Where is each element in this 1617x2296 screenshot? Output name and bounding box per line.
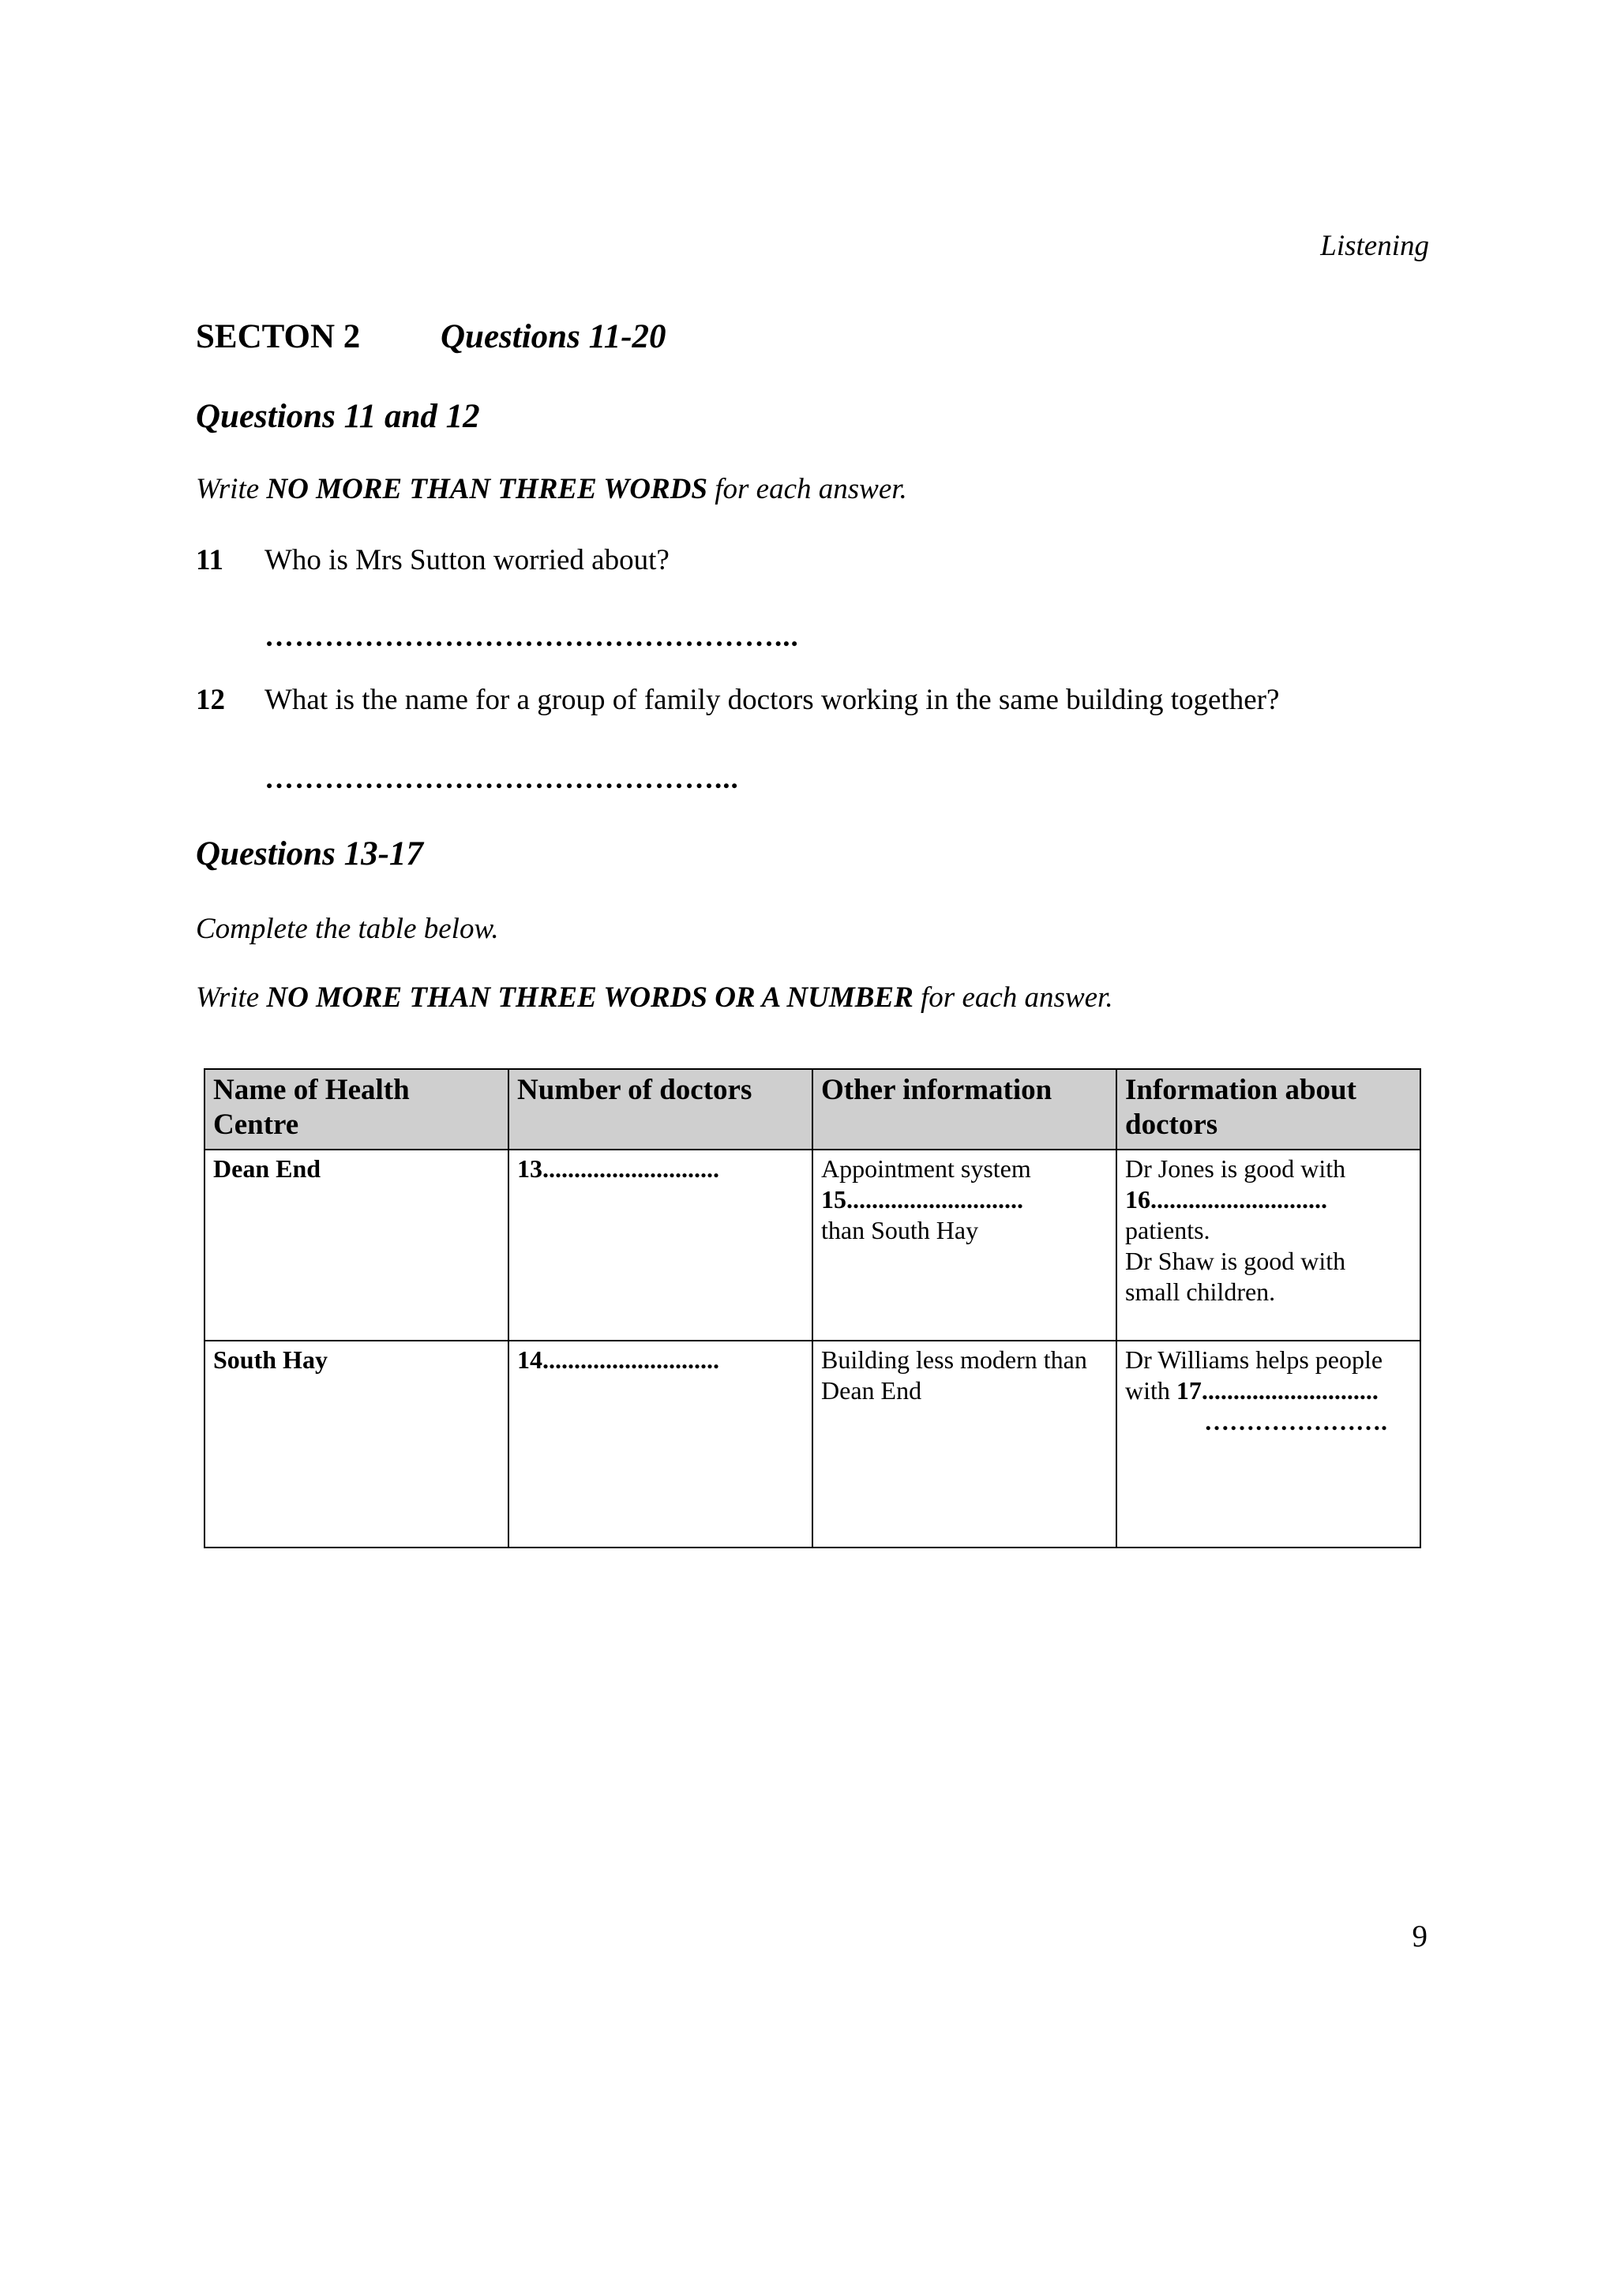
cell-other-information bbox=[812, 1341, 1116, 1548]
cell-text: Dr Shaw is good with bbox=[1125, 1247, 1346, 1275]
questions-11-12-heading: Questions 11 and 12 bbox=[196, 398, 480, 435]
answer-blank-13[interactable]: 13............................ bbox=[508, 1150, 812, 1341]
questions-13-17-heading: Questions 13-17 bbox=[196, 835, 423, 872]
answer-blank-14[interactable]: 14............................ bbox=[508, 1341, 812, 1548]
cell-information-about-doctors bbox=[1116, 1341, 1420, 1548]
questions-11-12-instruction: Write NO MORE THAN THREE WORDS for each answer. bbox=[196, 473, 907, 505]
question-11-text: Who is Mrs Sutton worried about? bbox=[264, 544, 670, 576]
table-row bbox=[204, 1341, 1420, 1548]
cell-text: Appointment system bbox=[821, 1154, 1031, 1183]
cell-centre-name: South Hay bbox=[204, 1341, 508, 1548]
page-number: 9 bbox=[1412, 1919, 1428, 1953]
header-number-of-doctors: Number of doctors bbox=[508, 1069, 812, 1150]
word-limit-instruction: Write NO MORE THAN THREE WORDS OR A NUMBER for each answer. bbox=[196, 981, 1113, 1014]
running-head: Listening bbox=[1320, 230, 1429, 262]
table-row bbox=[204, 1150, 1420, 1341]
answer-blank-15[interactable]: 15............................ bbox=[821, 1185, 1023, 1214]
header-other-information: Other information bbox=[812, 1069, 1116, 1150]
header-information-about-doctors: Information about doctors bbox=[1116, 1069, 1420, 1150]
question-12-answer-line[interactable]: ………………………………………... bbox=[264, 763, 739, 795]
cell-text: Dr Williams helps people bbox=[1125, 1345, 1383, 1374]
question-12-text: What is the name for a group of family doctors working in the same building together? bbox=[264, 684, 1280, 716]
question-11-answer-line[interactable]: ……………………………………………... bbox=[264, 621, 799, 653]
header-name-of-health-centre: Name of Health Centre bbox=[204, 1069, 508, 1150]
cell-information-about-doctors bbox=[1116, 1150, 1420, 1341]
question-12-number: 12 bbox=[196, 684, 225, 716]
cell-text: small children. bbox=[1125, 1277, 1276, 1306]
cell-text: Building less modern than bbox=[821, 1345, 1087, 1374]
cell-centre-name: Dean End bbox=[204, 1150, 508, 1341]
answer-blank-17[interactable]: 17............................ bbox=[1176, 1376, 1379, 1405]
answer-blank-17-continuation[interactable]: …………………. bbox=[1204, 1407, 1387, 1435]
cell-text: patients. bbox=[1125, 1216, 1210, 1244]
cell-text: than South Hay bbox=[821, 1216, 979, 1244]
answer-blank-16[interactable]: 16............................ bbox=[1125, 1185, 1327, 1214]
section-questions-range: Questions 11-20 bbox=[441, 318, 666, 355]
section-label: SECTON 2 bbox=[196, 318, 361, 355]
cell-text: Dean End bbox=[821, 1376, 922, 1405]
cell-other-information bbox=[812, 1150, 1116, 1341]
cell-text: Dr Jones is good with bbox=[1125, 1154, 1346, 1183]
health-centre-table bbox=[204, 1068, 1421, 1548]
question-11-number: 11 bbox=[196, 544, 223, 576]
cell-text-with-blank: with 17............................ bbox=[1125, 1376, 1379, 1405]
table-instruction: Complete the table below. bbox=[196, 913, 499, 945]
table-header-row bbox=[204, 1069, 1420, 1150]
